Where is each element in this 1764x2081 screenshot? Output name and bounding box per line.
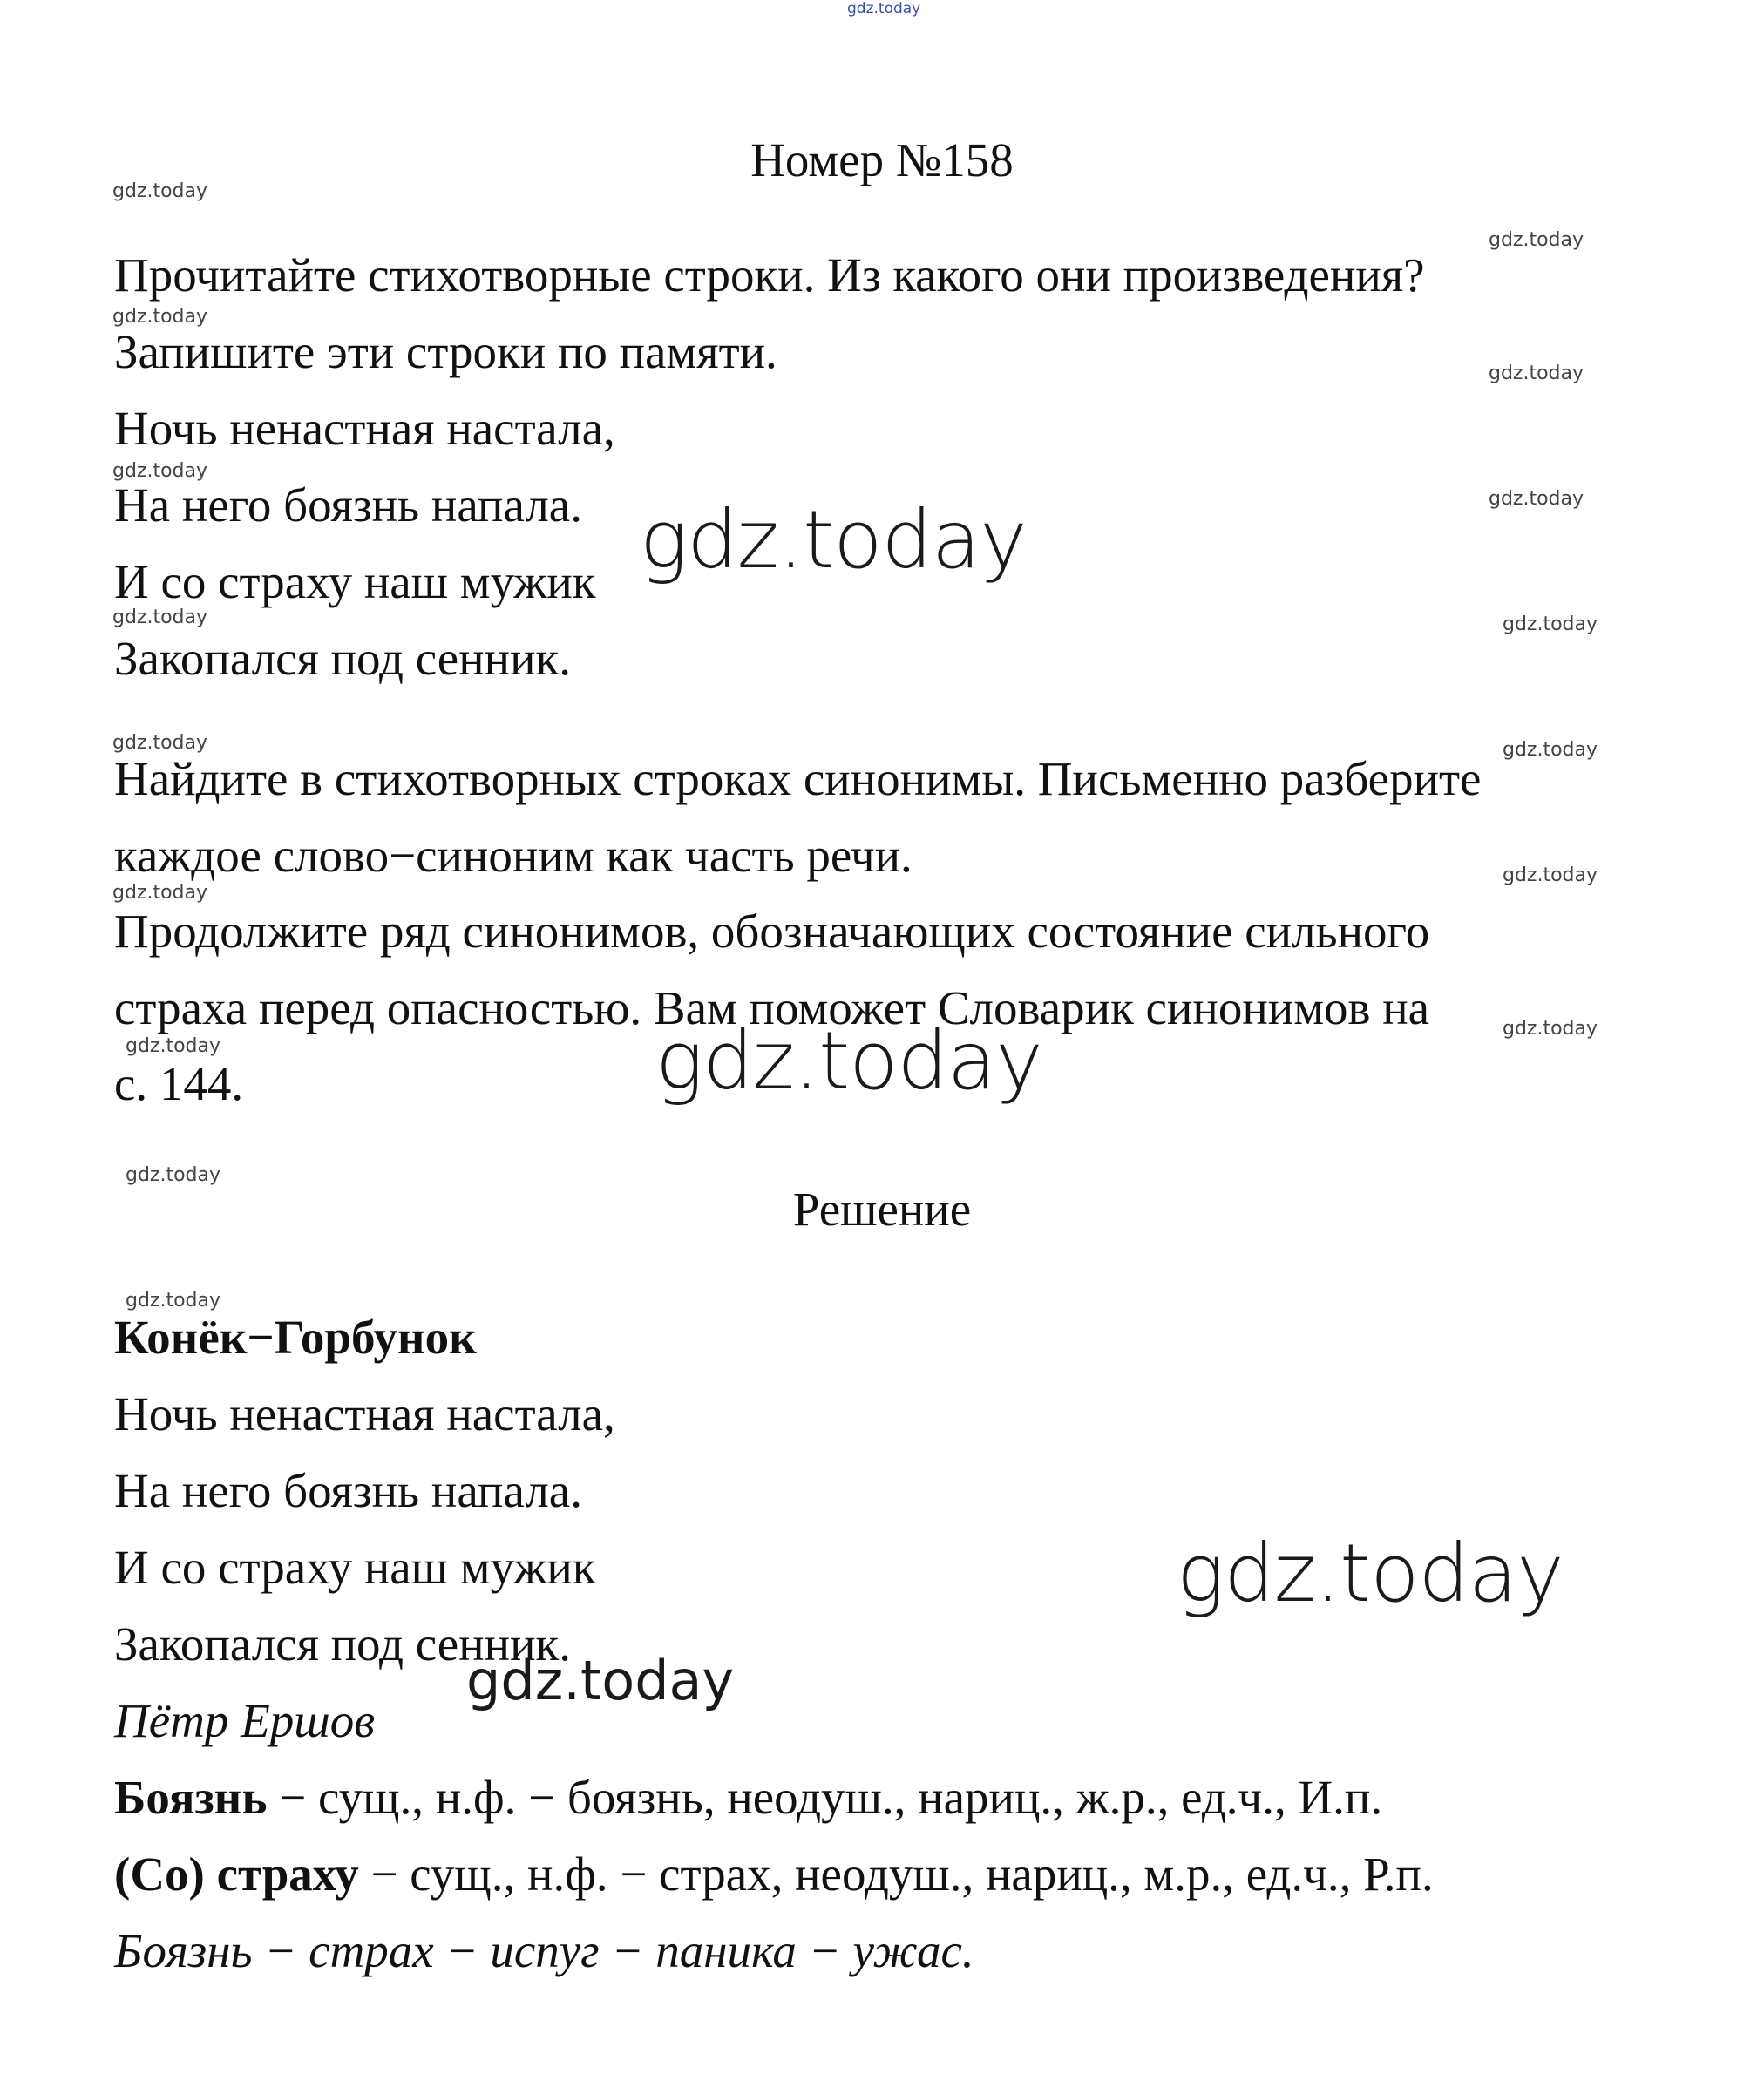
watermark-large: gdz.today — [655, 1014, 1042, 1108]
analysis-text: − сущ., н.ф. − страх, неодуш., нариц., м.р., ед.ч., Р.п. — [358, 1847, 1434, 1901]
watermark-top: gdz.today — [847, 0, 921, 17]
analysis-line — [114, 1847, 1434, 1901]
task-line: Прочитайте стихотворные строки. Из какого они произведения? — [114, 248, 1425, 302]
watermark-small: gdz.today — [112, 732, 208, 754]
watermark-small: gdz.today — [112, 882, 208, 904]
task-line: Найдите в стихотворных строках синонимы. Письменно разберите — [114, 752, 1482, 805]
analysis-line — [114, 1771, 1383, 1824]
watermark-small: gdz.today — [112, 306, 208, 328]
task-poem-line: Ночь ненастная настала, — [114, 402, 615, 455]
analysis-word: (Со) страху — [114, 1847, 359, 1901]
task-line: Продолжите ряд синонимов, обозначающих состояние сильного — [114, 905, 1430, 958]
watermark-small: gdz.today — [1503, 739, 1598, 761]
watermark-small: gdz.today — [112, 460, 208, 482]
analysis-word: Боязнь — [114, 1771, 268, 1824]
task-line: с. 144. — [114, 1057, 244, 1110]
analysis-text: − сущ., н.ф. − боязнь, неодуш., нариц., ж.р., ед.ч., И.п. — [267, 1771, 1383, 1824]
watermark-small: gdz.today — [112, 607, 208, 628]
task-poem-line: И со страху наш мужик — [114, 555, 596, 608]
solution-heading: Решение — [792, 1183, 972, 1236]
watermark-medium: gdz.today — [466, 1649, 735, 1712]
poem-line: Закопался под сенник. — [114, 1617, 571, 1671]
watermark-small: gdz.today — [112, 180, 208, 202]
watermark-small: gdz.today — [126, 1290, 221, 1312]
synonym-row: Боязнь − страх − испуг − паника − ужас. — [114, 1924, 974, 1977]
poem-line: Ночь ненастная настала, — [114, 1387, 615, 1440]
page-title: Номер №158 — [750, 133, 1014, 186]
watermark-small: gdz.today — [1489, 363, 1584, 384]
watermark-small: gdz.today — [126, 1035, 221, 1057]
task-poem-line: На него боязнь напала. — [114, 478, 582, 532]
watermark-small: gdz.today — [1503, 864, 1598, 886]
task-line: каждое слово−синоним как часть речи. — [114, 829, 913, 882]
task-poem-line: Закопался под сенник. — [114, 632, 571, 685]
watermark-large: gdz.today — [640, 493, 1027, 586]
poem-title: Конёк−Горбунок — [114, 1311, 477, 1364]
watermark-small: gdz.today — [126, 1164, 221, 1186]
watermark-small: gdz.today — [1503, 1018, 1598, 1040]
poem-line: И со страху наш мужик — [114, 1541, 596, 1594]
watermark-large: gdz.today — [1177, 1527, 1564, 1620]
watermark-small: gdz.today — [1489, 488, 1584, 510]
watermark-small: gdz.today — [1489, 229, 1584, 251]
task-line: Запишите эти строки по памяти. — [114, 325, 777, 378]
poem-author: Пётр Ершов — [114, 1694, 376, 1747]
watermark-small: gdz.today — [1503, 613, 1598, 635]
task-line: страха перед опасностью. Вам поможет Словарик синонимов на — [114, 981, 1430, 1034]
poem-line: На него боязнь напала. — [114, 1464, 582, 1517]
